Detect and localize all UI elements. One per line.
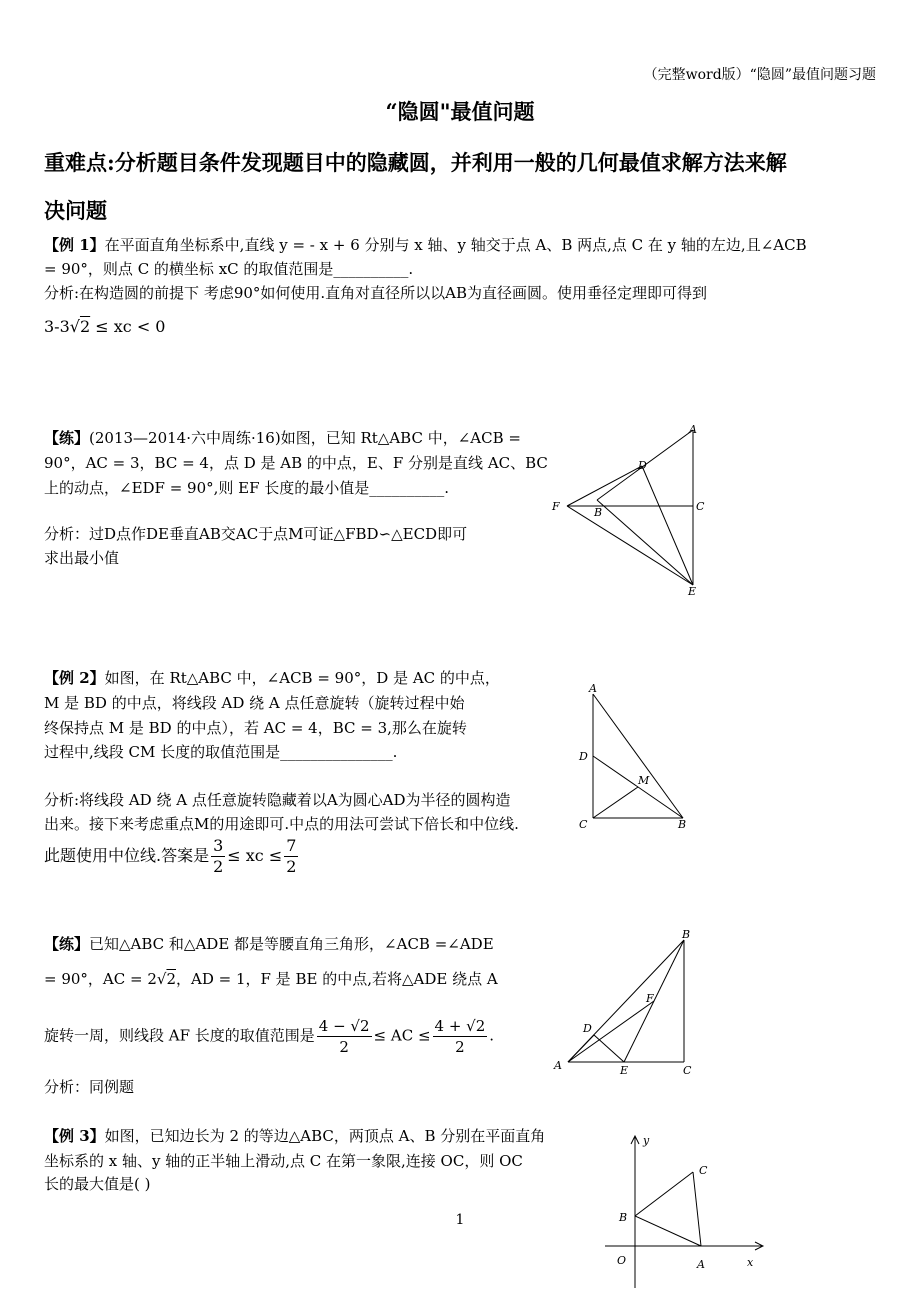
label-e: E — [620, 1064, 629, 1077]
sqrt-symbol: √ — [69, 317, 80, 336]
pr2-radicand: 2 — [166, 970, 176, 988]
frac-numerator: 3 — [213, 836, 224, 855]
pr1-tag: 【练】 — [44, 429, 90, 447]
frac-denominator: 2 — [455, 1038, 465, 1056]
label-d: D — [579, 750, 588, 763]
ex2-analysis1: 分析:将线段 AD 绕 A 点任意旋转隐藏着以A为圆心AD为半径的圆构造 — [44, 791, 511, 809]
line-ad — [568, 1035, 594, 1062]
label-b: B — [678, 818, 687, 830]
label-b: B — [682, 928, 691, 941]
label-a: A — [689, 423, 697, 436]
ex1-text1: 在平面直角坐标系中,直线 y = - x + 6 分别与 x 轴、y 轴交于点 A、B 两点,点 C 在 y 轴的左边,且∠ACB — [104, 236, 807, 254]
ex1-answer — [44, 316, 165, 338]
line-ab — [593, 694, 683, 818]
pr1-analysis1: 分析：过D点作DE垂直AB交AC于点M可证△FBD∽△ECD即可 — [44, 525, 468, 543]
ex2-tag: 【例 2】 — [44, 669, 105, 687]
ex1-answer-left: 3-3 — [44, 317, 70, 336]
label-c: C — [696, 500, 705, 513]
frac-denominator: 2 — [213, 857, 224, 876]
pr2-mid: ≤ AC ≤ — [373, 1026, 431, 1045]
key-point-line2: 决问题 — [44, 198, 107, 223]
ex2-figure — [575, 680, 695, 830]
ex3-text1: 如图，已知边长为 2 的等边△ABC，两顶点 A、B 分别在平面直角 — [104, 1127, 546, 1145]
pr2-text2b: ，AD = 1，F 是 BE 的中点,若将△ADE 绕点 A — [176, 970, 498, 988]
label-b: B — [594, 506, 603, 519]
page-header: （完整word版）“隐圆”最值问题习题 — [643, 67, 876, 83]
ex1-answer-radicand: 2 — [79, 317, 91, 336]
label-f: F — [552, 500, 560, 513]
pr1-line1 — [44, 427, 521, 449]
ex2-fraction-low — [211, 836, 225, 877]
line-de — [594, 1035, 624, 1062]
label-a: A — [589, 682, 597, 695]
line-be — [597, 500, 693, 585]
key-point-line1: 重难点:分析题目条件发现题目中的隐藏圆，并利用一般的几何最值求解方法来解 — [44, 150, 787, 175]
label-x: x — [747, 1256, 754, 1269]
ex2-line1 — [44, 667, 500, 689]
ex1-line2: = 90°，则点 C 的横坐标 xC 的取值范围是__________. — [44, 260, 414, 278]
line-fe — [567, 506, 693, 585]
ex2-analysis3 — [44, 836, 300, 877]
label-d: D — [638, 459, 647, 472]
frac-numerator: 7 — [286, 836, 297, 855]
pr2-fraction-low — [317, 1016, 372, 1057]
line-ca — [693, 1172, 701, 1246]
pr1-analysis2: 求出最小值 — [44, 549, 120, 567]
line-af — [568, 1001, 654, 1062]
pr2-line1 — [44, 933, 494, 955]
ex3-line3: 长的最大值是( ) — [44, 1175, 151, 1193]
label-a: A — [697, 1258, 705, 1271]
pr1-figure — [550, 420, 720, 600]
pr1-line3: 上的动点，∠EDF = 90°,则 EF 长度的最小值是__________. — [44, 479, 450, 497]
label-c: C — [699, 1164, 708, 1177]
ex2-line3: 终保持点 M 是 BD 的中点），若 AC = 4，BC = 3,那么在旋转 — [44, 719, 467, 737]
ex3-tag: 【例 3】 — [44, 1127, 105, 1145]
label-o: O — [617, 1254, 627, 1267]
label-e: E — [688, 585, 697, 598]
ex2-line2: M 是 BD 的中点，将线段 AD 绕 A 点任意旋转（旋转过程中始 — [44, 694, 465, 712]
pr1-line2: 90°，AC = 3，BC = 4，点 D 是 AB 的中点，E、F 分别是直线 AC、BC — [44, 454, 548, 472]
ex2-answer-mid: ≤ xc ≤ — [227, 846, 283, 865]
frac-denominator: 2 — [339, 1038, 349, 1056]
pr2-figure — [550, 925, 700, 1077]
pr2-analysis: 分析：同例题 — [44, 1078, 135, 1096]
label-a: A — [554, 1059, 562, 1072]
pr2-line3 — [44, 1016, 494, 1057]
pr2-text2a: = 90°，AC = 2 — [44, 970, 157, 988]
ex2-answer-intro: 此题使用中位线.答案是 — [44, 846, 210, 865]
page-number: 1 — [455, 1212, 465, 1228]
label-m: M — [638, 774, 650, 787]
pr1-text1: (2013—2014·六中周练·16)如图，已知 Rt△ABC 中，∠ACB = — [89, 429, 521, 447]
frac-numerator: 4 − √2 — [318, 1017, 370, 1035]
pr2-fraction-high — [433, 1016, 488, 1057]
label-c: C — [683, 1064, 692, 1077]
ex2-fraction-high — [284, 836, 298, 877]
pr2-text1: 已知△ABC 和△ADE 都是等腰直角三角形，∠ACB =∠ADE — [89, 935, 494, 953]
label-d: D — [583, 1022, 592, 1035]
pr2-tag: 【练】 — [44, 935, 90, 953]
line-de — [642, 466, 693, 585]
pr2-end: . — [489, 1026, 495, 1045]
ex1-line1 — [44, 234, 807, 256]
line-bc — [635, 1172, 693, 1216]
frac-numerator: 4 + √2 — [434, 1017, 486, 1035]
ex3-line2: 坐标系的 x 轴、y 轴的正半轴上滑动,点 C 在第一象限,连接 OC，则 OC — [44, 1152, 523, 1170]
sqrt-symbol: √ — [156, 970, 167, 988]
ex1-analysis: 分析:在构造圆的前提下 考虑90°如何使用.直角对直径所以以AB为直径画圆。使用垂径定理即可得到 — [44, 284, 708, 302]
ex2-text1: 如图，在 Rt△ABC 中，∠ACB = 90°，D 是 AC 的中点， — [104, 669, 500, 687]
frac-denominator: 2 — [286, 857, 297, 876]
page-title: “隐圆"最值问题 — [385, 99, 535, 124]
ex3-line1 — [44, 1125, 545, 1147]
ex2-analysis2: 出来。接下来考虑重点M的用途即可.中点的用法可尝试下倍长和中位线. — [44, 815, 519, 833]
line-cm — [593, 787, 638, 818]
line-fd — [567, 466, 642, 506]
pr2-line2 — [44, 968, 498, 990]
pr2-text3: 旋转一周，则线段 AF 长度的取值范围是 — [44, 1026, 315, 1045]
ex1-tag: 【例 1】 — [44, 236, 105, 254]
label-b: B — [619, 1211, 628, 1224]
label-f: F — [646, 992, 654, 1005]
label-y: y — [643, 1134, 650, 1147]
ex2-line4: 过程中,线段 CM 长度的取值范围是_______________. — [44, 743, 398, 761]
label-c: C — [579, 818, 588, 830]
ex1-answer-right: ≤ xc < 0 — [95, 317, 166, 336]
